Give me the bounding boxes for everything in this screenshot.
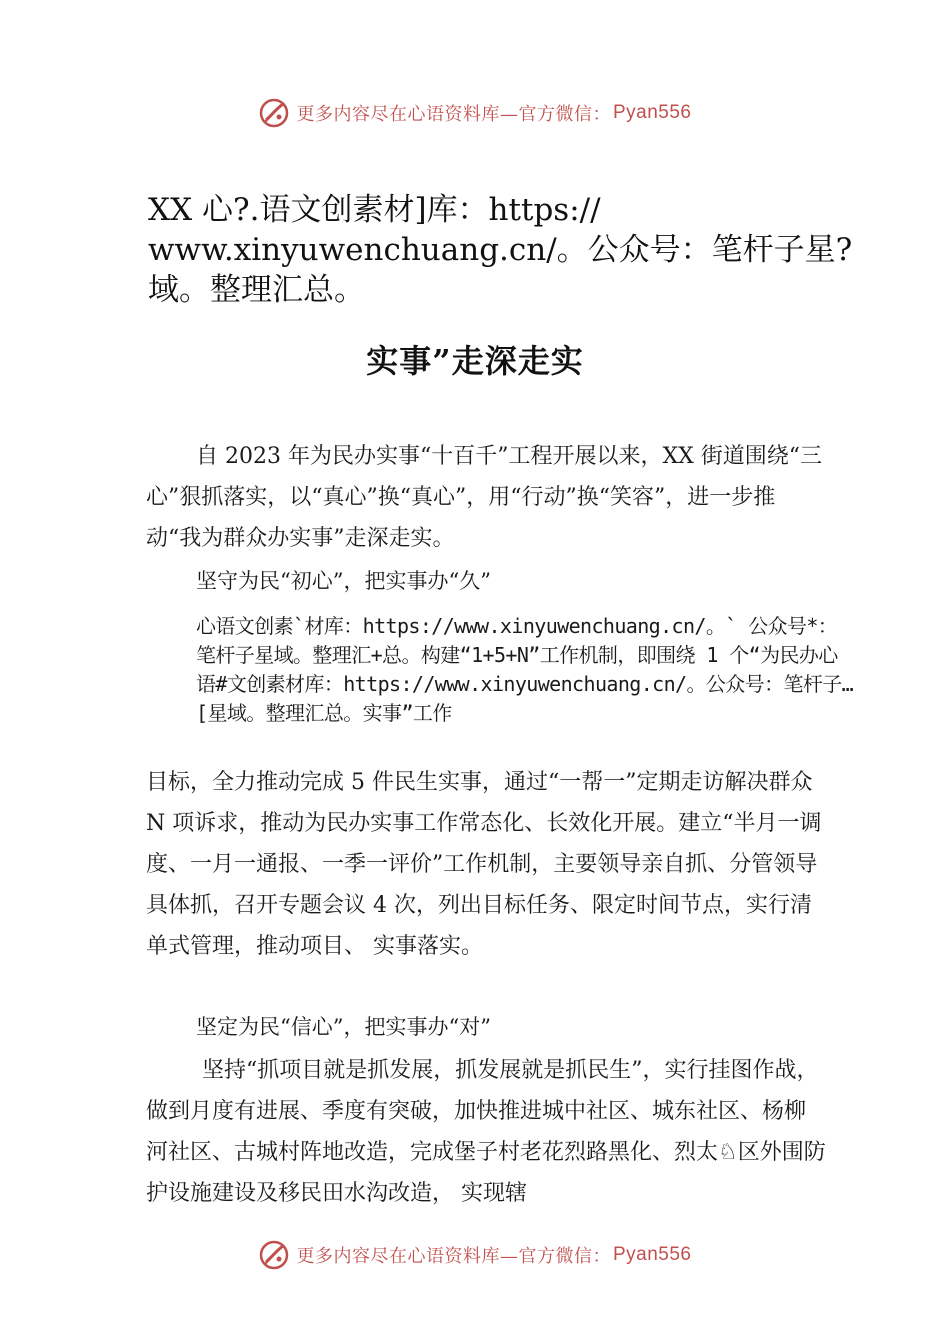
brush-logo-icon bbox=[258, 1239, 290, 1271]
section2-body: 坚持“抓项目就是抓发展，抓发展就是抓民生”，实行挂图作战，做到月度有进展、季度有突破，加快推进城中社区、城东社区、杨柳河社区、古城村阵地改造，完成堡子村老花烈路黑化、烈太♘区外围防护设施建设及移民田水沟改造， 实现辖 bbox=[146, 1058, 826, 1206]
brush-logo-icon bbox=[258, 97, 290, 129]
watermark-text: 更多内容尽在心语资料库—官方微信： bbox=[296, 1246, 611, 1267]
source-header-text: XX 心?.语文创素材]库：https:// www.xinyuwenchuang.cn/。公众号：笔杆子星?域。整理汇总。 bbox=[148, 192, 853, 308]
watermark-wechat-id: Pyan556 bbox=[612, 102, 692, 123]
watermark-banner-bottom bbox=[0, 1238, 950, 1272]
section2-heading: 坚定为民“信心”，把实事办“对” bbox=[196, 1015, 491, 1039]
section1-heading: 坚守为民“初心”，把实事办“久” bbox=[196, 569, 491, 593]
watermark-banner-top bbox=[0, 96, 950, 130]
watermark-text: 更多内容尽在心语资料库—官方微信： bbox=[296, 104, 611, 125]
section1-body: 目标，全力推动完成 5 件民生实事，通过“一帮一”定期走访解决群众 N 项诉求，推动为民办实事工作常态化、长效化开展。建立“半月一调度、一月一通报、一季一评价”工作机制，主要领导亲自抓、分管领导具体抓，召开专题会议 4 次，列出目标任务、限定时间节点，实行清单式管理，推动项目、 实事落实。 bbox=[146, 770, 822, 959]
watermark-wechat-id: Pyan556 bbox=[612, 1244, 692, 1265]
intro-paragraph: 自 2023 年为民办实事“十百千”工程开展以来，XX 街道围绕“三心”狠抓落实，以“真心”换“真心”，用“行动”换“笑容”，进一步推动“我为群众办实事”走深走实。 bbox=[146, 444, 823, 551]
document-title: 实事”走深走实 bbox=[366, 342, 584, 380]
section1-mono-text: 心语文创素`材库：https://www.xinyuwenchuang.cn/。` 公众号*：笔杆子星域。整理汇+总。构建“1+5+N”工作机制，即围绕 1 个“为民办心语#文创素材库：https://www.xinyuwenchuang.cn/。公众号：笔杆子…[星域。整理汇总。实事”工作 bbox=[196, 614, 854, 725]
